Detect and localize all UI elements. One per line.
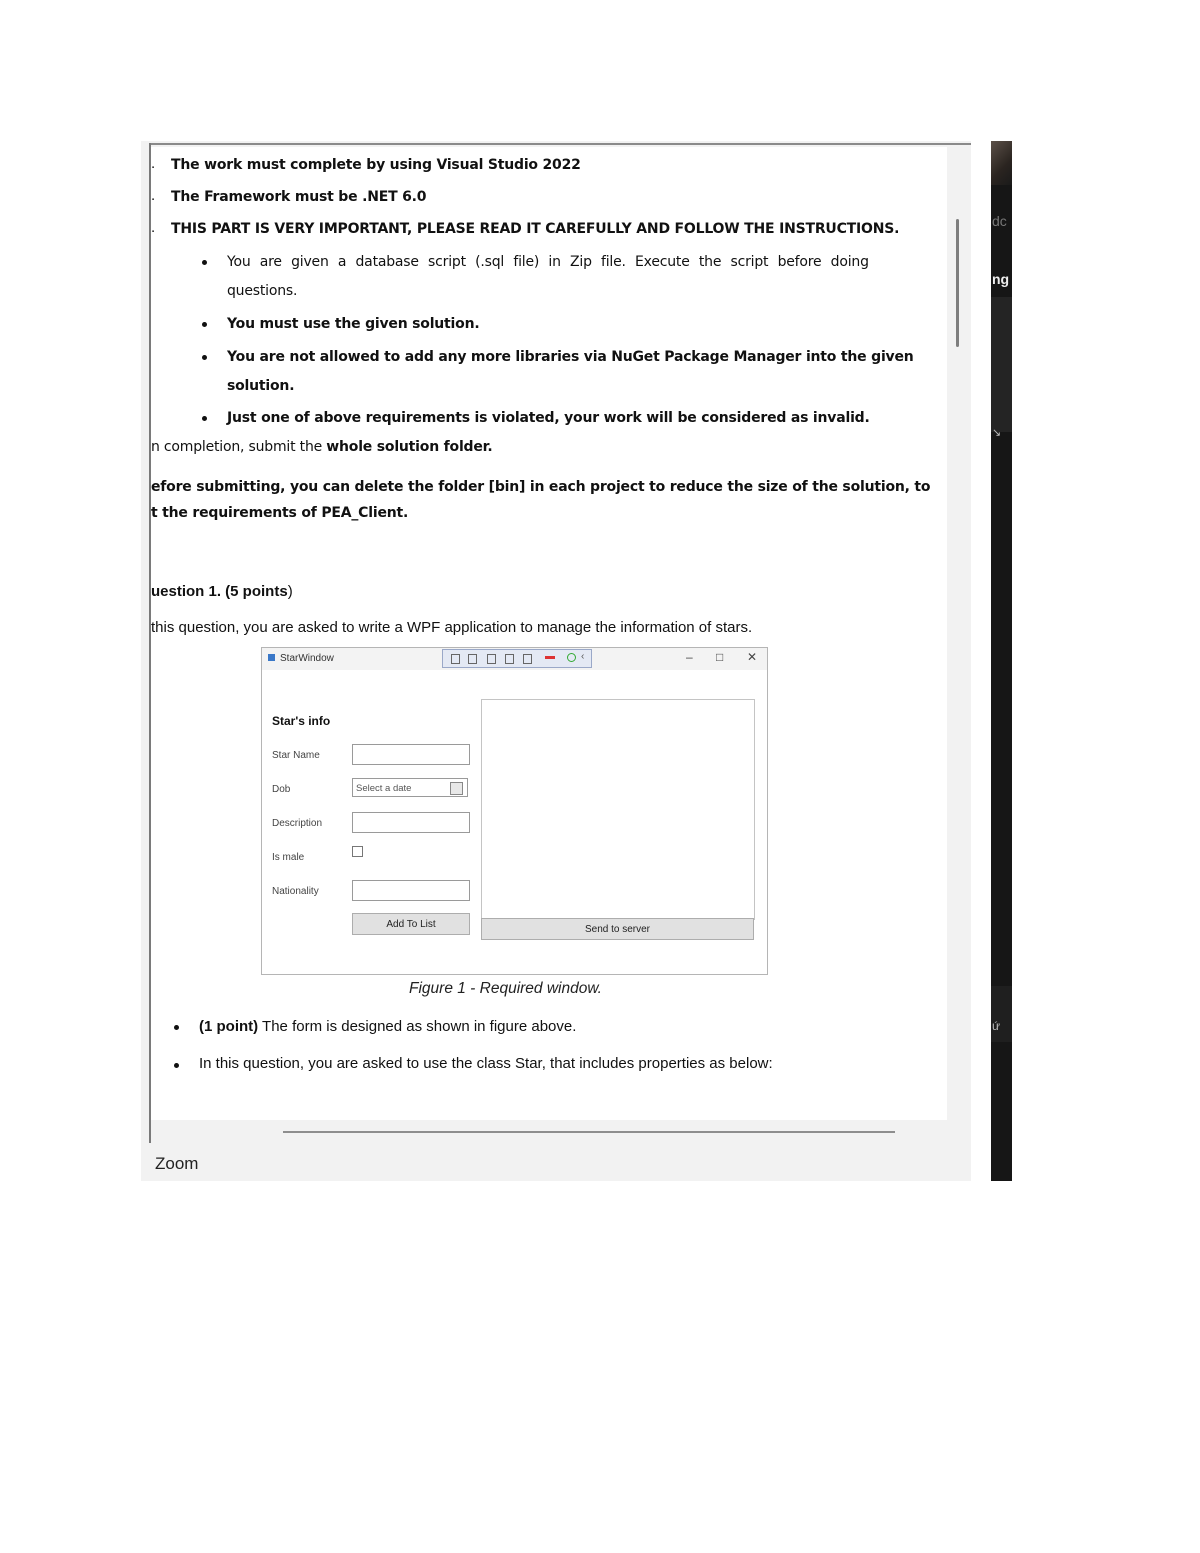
sub-bullet-3: You are not allowed to add any more libraries via NuGet Package Manager into the given: [227, 349, 914, 365]
label-is-male: Is male: [272, 852, 305, 863]
error-indicator-icon: [545, 656, 555, 659]
side-text-2: ng: [992, 271, 1010, 287]
label-nationality: Nationality: [272, 886, 319, 897]
document-page: [151, 147, 947, 1120]
list-marker: .: [151, 219, 156, 236]
stars-listbox: [481, 699, 755, 920]
group-title: Star's info: [272, 714, 331, 728]
figure-caption: Figure 1 - Required window.: [409, 980, 602, 997]
track-focus-icon: [487, 654, 496, 664]
star-name-input: [352, 744, 470, 765]
calendar-icon: [450, 782, 463, 795]
layout-icon: [505, 654, 514, 664]
bullet-star-class: In this question, you are asked to use the class Star, that includes properties as below:: [199, 1055, 773, 1072]
viewer-top-border: [149, 143, 971, 145]
question-heading: uestion 1. (5 points): [151, 583, 293, 600]
label-star-name: Star Name: [272, 750, 320, 761]
photo-thumbnail: [991, 141, 1012, 185]
window-title: StarWindow: [280, 653, 334, 664]
dob-placeholder: Select a date: [356, 783, 412, 794]
before-submitting-line1: efore submitting, you can delete the folder [bin] in each project to reduce the size of the solution, to: [151, 479, 931, 495]
list-marker: .: [151, 187, 156, 204]
display-adorners-icon: [468, 654, 477, 664]
window-icon: [268, 654, 275, 661]
list-marker: .: [151, 155, 156, 172]
star-window-figure: [261, 647, 768, 975]
completion-text: n completion, submit the whole solution folder.: [151, 439, 493, 455]
close-button: ✕: [747, 650, 758, 664]
bullet: [202, 416, 207, 421]
side-panel: [991, 297, 1012, 432]
hot-reload-icon: [567, 653, 576, 662]
label-description: Description: [272, 818, 323, 829]
bullet: [202, 322, 207, 327]
is-male-checkbox: [352, 846, 363, 857]
collapse-icon: ‹: [581, 651, 585, 662]
select-element-icon: [451, 654, 460, 664]
send-to-server-button: Send to server: [481, 918, 754, 940]
sub-bullet-1-cont: questions.: [227, 283, 298, 299]
sub-bullet-2: You must use the given solution.: [227, 316, 480, 332]
nationality-input: [352, 880, 470, 901]
debug-toolbar: [442, 649, 592, 668]
preview-icon: [523, 654, 532, 664]
requirement-2: The Framework must be .NET 6.0: [171, 189, 427, 205]
bullet: [202, 355, 207, 360]
description-input: [352, 812, 470, 833]
sub-bullet-1: You are given a database script (.sql file) in Zip file. Execute the script before doing: [227, 254, 869, 270]
question-description: this question, you are asked to write a WPF application to manage the information of stars.: [151, 619, 753, 636]
requirement-1: The work must complete by using Visual Studio 2022: [171, 157, 581, 173]
background-window-edge: [991, 141, 1012, 1181]
bullet: [202, 260, 207, 265]
add-to-list-button: Add To List: [352, 913, 470, 935]
vertical-scrollbar-thumb[interactable]: [956, 219, 959, 347]
before-submitting-line2: t the requirements of PEA_Client.: [151, 505, 409, 521]
requirement-3: THIS PART IS VERY IMPORTANT, PLEASE READ IT CAREFULLY AND FOLLOW THE INSTRUCTIONS.: [171, 221, 900, 237]
side-text-4: ứ: [992, 1019, 1001, 1033]
bullet: [174, 1025, 179, 1030]
side-text-3: ↘: [992, 427, 1002, 439]
dob-datepicker: [352, 778, 468, 797]
minimize-button: –: [686, 650, 693, 664]
label-dob: Dob: [272, 784, 291, 795]
window-titlebar: [262, 648, 767, 670]
side-text-1: dc: [992, 213, 1007, 229]
maximize-button: □: [716, 650, 724, 664]
bullet: [174, 1063, 179, 1068]
horizontal-scrollbar-thumb[interactable]: [283, 1131, 895, 1133]
bullet-form-design: (1 point) The form is designed as shown in figure above.: [199, 1018, 577, 1035]
sub-bullet-4: Just one of above requirements is violated, your work will be considered as invalid.: [227, 410, 870, 426]
side-panel-2: [991, 986, 1012, 1042]
zoom-label[interactable]: Zoom: [155, 1154, 199, 1173]
document-viewer: [141, 141, 971, 1181]
sub-bullet-3-cont: solution.: [227, 378, 295, 394]
